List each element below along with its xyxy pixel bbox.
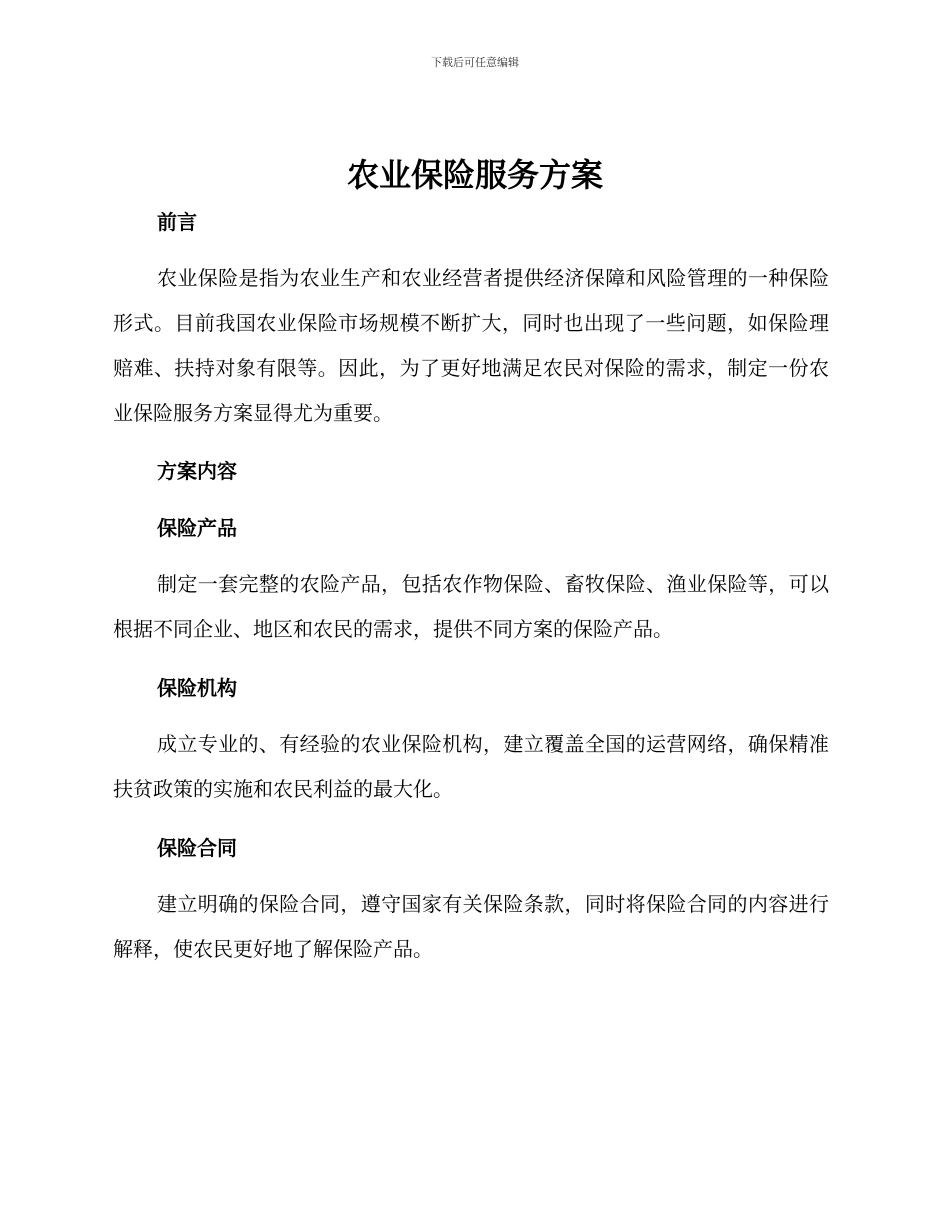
page-header: 下载后可任意编辑 bbox=[431, 56, 519, 69]
heading-insurance-institutions: 保险机构 bbox=[157, 676, 237, 700]
paragraph-insurance-contract: 建立明确的保险合同，遵守国家有关保险条款，同时将保险合同的内容进行解释，使农民更好地了解保险产品。 bbox=[113, 892, 829, 961]
paragraph-insurance-institutions: 成立专业的、有经验的农业保险机构，建立覆盖全国的运营网络，确保精准扶贫政策的实施和农民利益的最大化。 bbox=[113, 732, 829, 801]
heading-preface: 前言 bbox=[157, 210, 197, 234]
paragraph-preface: 农业保险是指为农业生产和农业经营者提供经济保障和风险管理的一种保险形式。目前我国农业保险市场规模不断扩大，同时也出现了一些问题，如保险理赔难、扶持对象有限等。因此，为了更好地满足农民对保险的需求，制定一份农业保险服务方案显得尤为重要。 bbox=[113, 266, 829, 425]
heading-plan-content: 方案内容 bbox=[157, 459, 237, 483]
heading-insurance-contract: 保险合同 bbox=[157, 836, 237, 860]
document-title: 农业保险服务方案 bbox=[346, 156, 603, 194]
paragraph-insurance-products: 制定一套完整的农险产品，包括农作物保险、畜牧保险、渔业保险等，可以根据不同企业、地区和农民的需求，提供不同方案的保险产品。 bbox=[113, 572, 829, 641]
heading-insurance-products: 保险产品 bbox=[157, 516, 237, 540]
